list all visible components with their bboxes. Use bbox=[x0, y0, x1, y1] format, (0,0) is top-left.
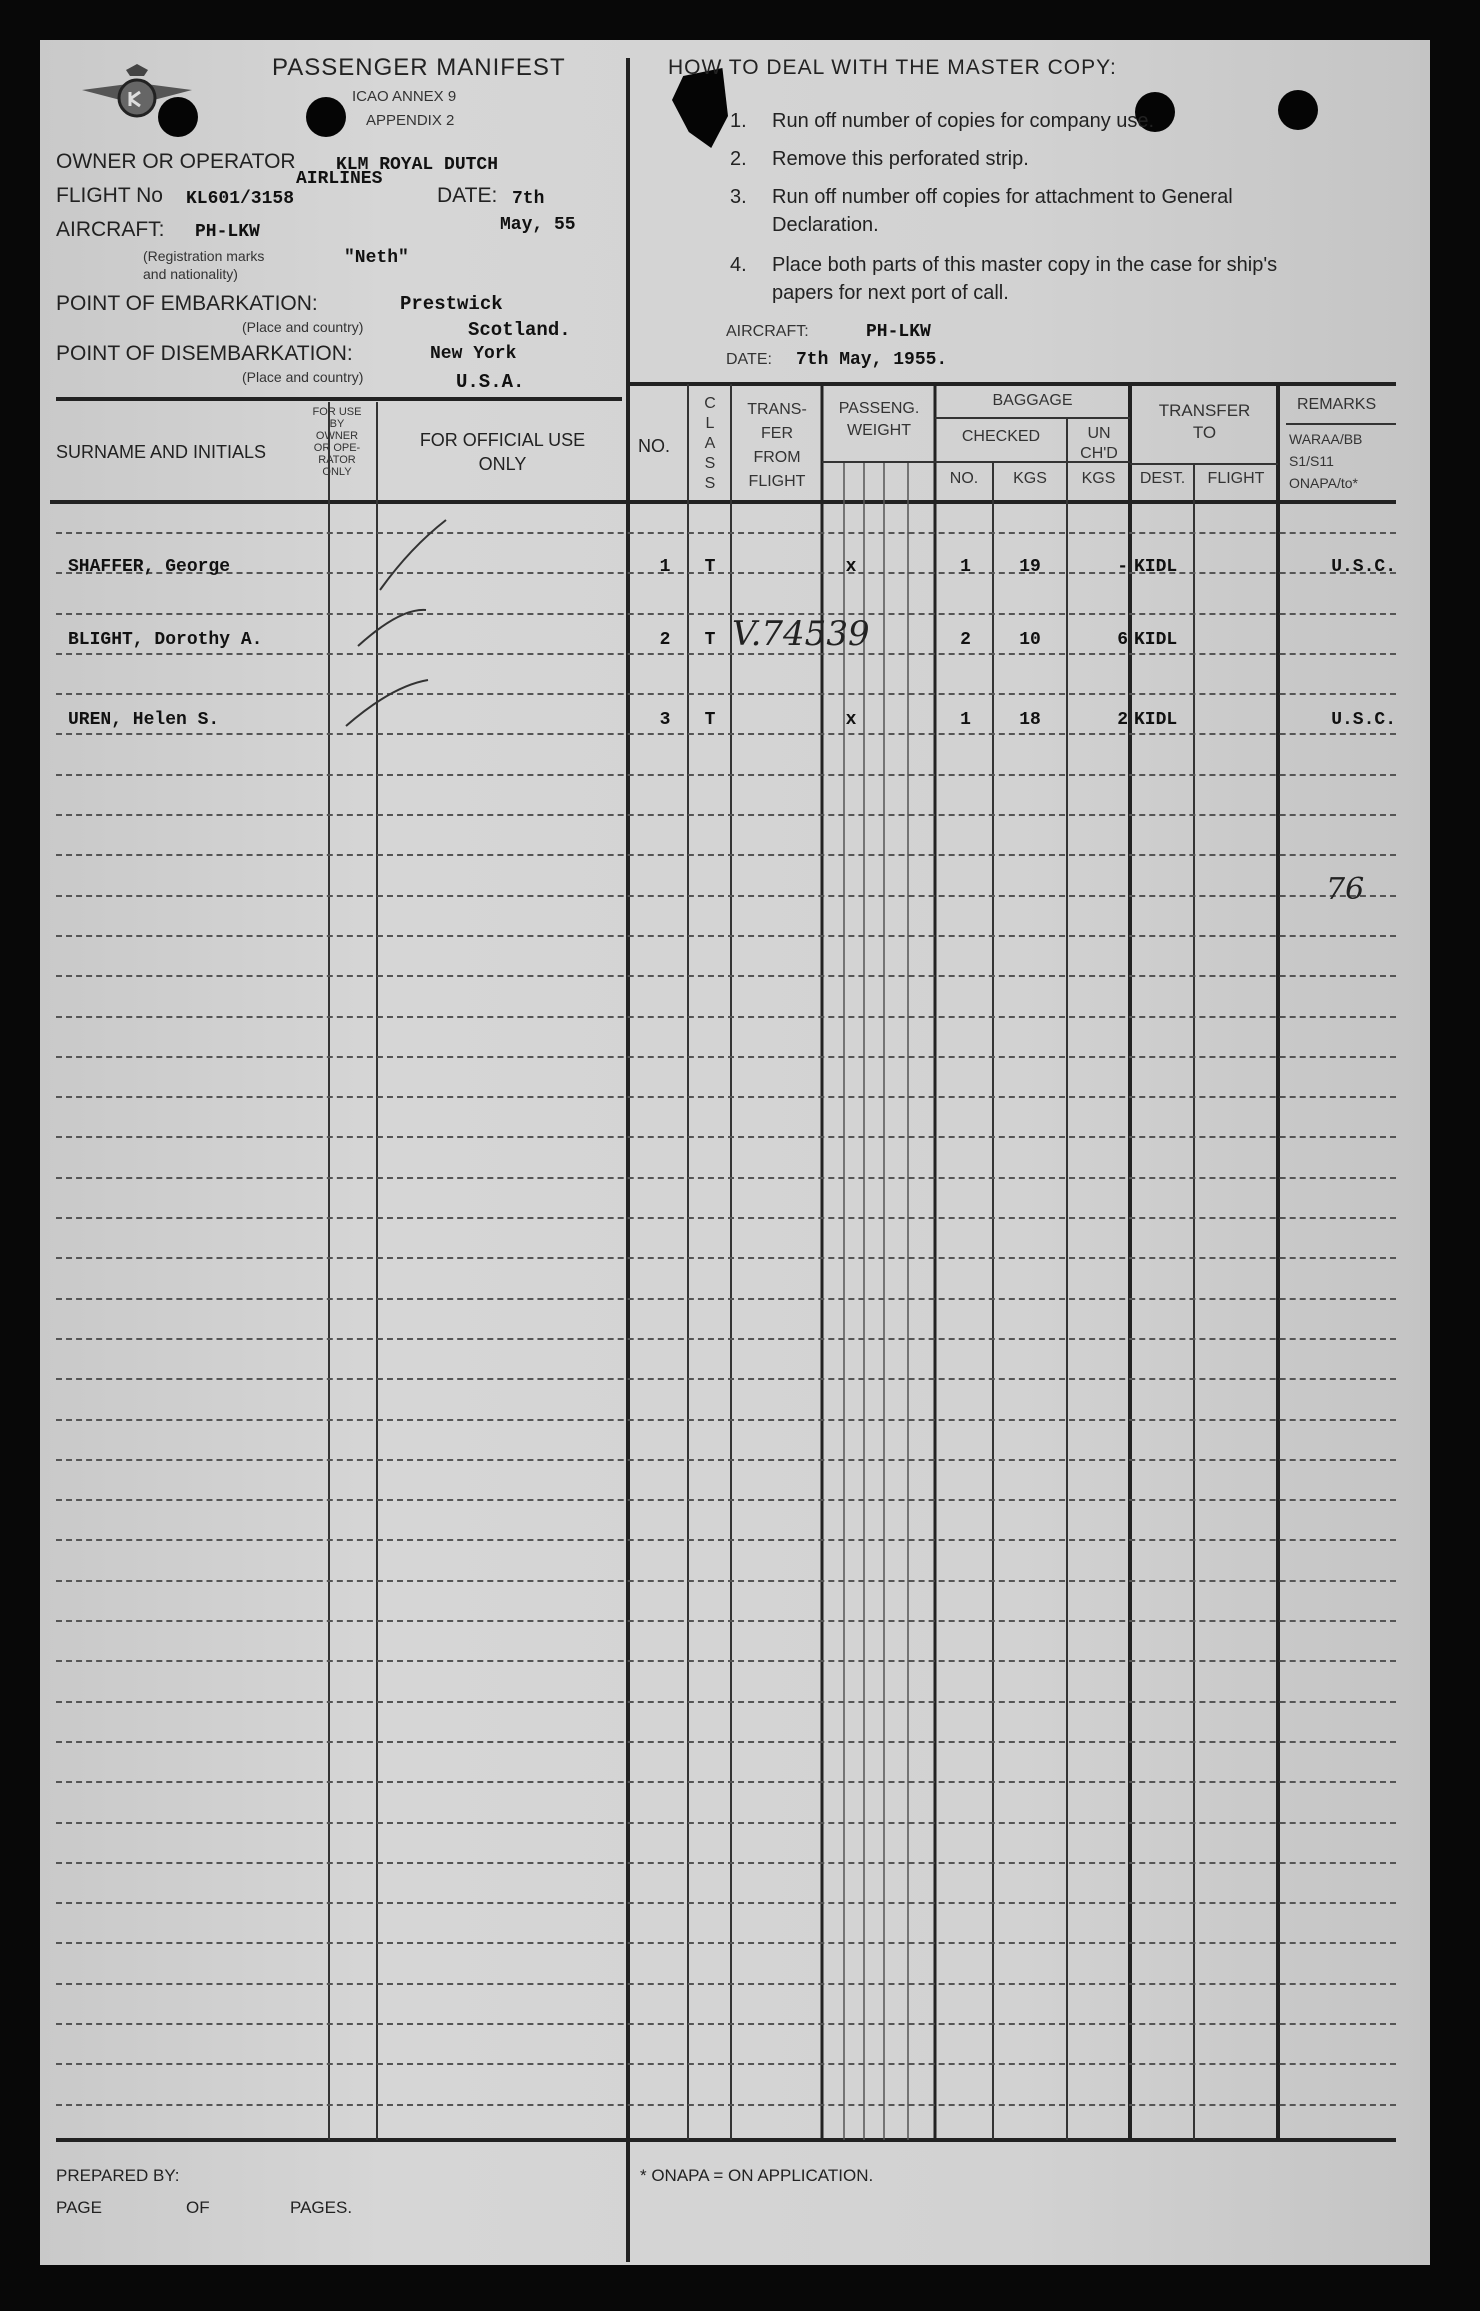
instruction-num: 2. bbox=[730, 148, 747, 170]
col-transfer-from-line: TRANS- bbox=[747, 401, 807, 418]
col-bag-kgs: KGS bbox=[1013, 470, 1047, 487]
instructions-aircraft-label: AIRCRAFT: bbox=[726, 323, 809, 340]
passenger-remarks: U.S.C. bbox=[1331, 710, 1396, 730]
col-unchd-kgs: KGS bbox=[1081, 470, 1116, 487]
owner-value-2: AIRLINES bbox=[296, 169, 383, 189]
disembark-value: New York bbox=[430, 344, 517, 364]
passenger-bag-no: 1 bbox=[960, 710, 971, 730]
instructions-aircraft-value: PH-LKW bbox=[866, 322, 931, 342]
instructions-date-value: 7th May, 1955. bbox=[796, 350, 948, 370]
col-dest: DEST. bbox=[1139, 470, 1186, 487]
passenger-transfer-from: V.74539 bbox=[732, 614, 870, 654]
passenger-bag-kgs: 10 bbox=[1019, 630, 1041, 650]
col-transfer-from-line: FROM bbox=[753, 449, 801, 466]
instructions-title: HOW TO DEAL WITH THE MASTER COPY: bbox=[668, 56, 1117, 79]
passenger-name: SHAFFER, George bbox=[68, 557, 231, 577]
aircraft-value: PH-LKW bbox=[195, 222, 260, 242]
disembark-label: POINT OF DISEMBARKATION: bbox=[56, 342, 353, 365]
passenger-bag-kgs: 18 bbox=[1019, 710, 1041, 730]
col-baggage: BAGGAGE bbox=[992, 392, 1073, 409]
instruction-num: 1. bbox=[730, 110, 747, 132]
prepared-by: PREPARED BY: bbox=[56, 2166, 180, 2185]
col-flight: FLIGHT bbox=[1207, 470, 1265, 487]
page-label: PAGE bbox=[56, 2198, 102, 2217]
col-no: NO. bbox=[638, 436, 671, 456]
instruction-text: Run off number of copies for company use. bbox=[772, 110, 1155, 132]
disembark-country: U.S.A. bbox=[456, 371, 525, 393]
onapa-note: * ONAPA = ON APPLICATION. bbox=[640, 2166, 874, 2185]
col-owner-use-line: RATOR bbox=[318, 454, 356, 466]
nationality-value: "Neth" bbox=[344, 248, 409, 268]
col-official-line: FOR OFFICIAL USE bbox=[419, 430, 586, 450]
passenger-no: 2 bbox=[659, 630, 671, 650]
icao-annex: ICAO ANNEX 9 bbox=[352, 88, 457, 105]
col-owner-use-line: FOR USE bbox=[312, 406, 362, 418]
manifest-title: PASSENGER MANIFEST bbox=[272, 54, 566, 81]
passenger-class: T bbox=[704, 557, 716, 577]
embark-country: Scotland. bbox=[468, 319, 571, 341]
of-label: OF bbox=[186, 2198, 210, 2217]
col-class-letter: S bbox=[704, 455, 716, 472]
col-remarks-code: WARAA/BB bbox=[1289, 431, 1363, 447]
passenger-no: 3 bbox=[659, 710, 671, 730]
col-unchd-line: CH'D bbox=[1080, 445, 1118, 462]
date-value-2: May, 55 bbox=[500, 215, 576, 235]
passenger-unchd: 2 bbox=[1117, 710, 1128, 730]
embark-value: Prestwick bbox=[400, 293, 503, 315]
passenger-class: T bbox=[704, 630, 716, 650]
appendix: APPENDIX 2 bbox=[366, 112, 455, 129]
flight-label: FLIGHT No bbox=[56, 184, 163, 207]
passenger-no: 1 bbox=[659, 557, 671, 577]
instruction-num: 3. bbox=[730, 186, 747, 208]
date-value: 7th bbox=[512, 189, 545, 209]
col-transfer-to-line: TO bbox=[1192, 423, 1217, 442]
col-owner-use-line: BY bbox=[329, 418, 345, 430]
passenger-dest: KIDL bbox=[1134, 710, 1178, 730]
embark-label: POINT OF EMBARKATION: bbox=[56, 292, 318, 315]
col-class-letter: S bbox=[704, 475, 716, 492]
col-transfer-from-line: FER bbox=[761, 425, 793, 442]
col-passenger-weight-line: WEIGHT bbox=[847, 422, 911, 439]
passenger-bag-no: 2 bbox=[960, 630, 971, 650]
passenger-dest: KIDL bbox=[1134, 630, 1178, 650]
passenger-weight-mark: x bbox=[845, 557, 857, 577]
passenger-unchd: 6 bbox=[1117, 630, 1128, 650]
owner-label: OWNER OR OPERATOR bbox=[56, 150, 296, 173]
instructions-date-label: DATE: bbox=[726, 351, 772, 368]
instruction-num: 4. bbox=[730, 254, 747, 276]
col-checked: CHECKED bbox=[961, 428, 1041, 445]
passenger-weight-mark: x bbox=[845, 710, 857, 730]
passenger-name: UREN, Helen S. bbox=[68, 710, 220, 730]
embark-place-note: (Place and country) bbox=[242, 319, 364, 335]
col-owner-use-line: OWNER bbox=[315, 430, 359, 442]
col-passenger-weight-line: PASSENG. bbox=[838, 400, 920, 417]
col-official-line: ONLY bbox=[478, 454, 527, 474]
instruction-text: Run off number off copies for attachment to General bbox=[772, 186, 1233, 208]
instruction-text-cont: Declaration. bbox=[772, 214, 879, 236]
col-bag-no: NO. bbox=[949, 470, 979, 487]
pages-label: PAGES. bbox=[290, 2198, 353, 2217]
passenger-unchd: - bbox=[1117, 557, 1128, 577]
aircraft-label: AIRCRAFT: bbox=[56, 218, 165, 241]
owner-value: KLM ROYAL DUTCH bbox=[336, 155, 499, 175]
registration-note-2: and nationality) bbox=[143, 266, 238, 282]
col-unchd-line: UN bbox=[1087, 425, 1111, 442]
col-owner-use-line: ONLY bbox=[322, 466, 352, 478]
date-label: DATE: bbox=[437, 184, 498, 207]
col-owner-use-line: OR OPE- bbox=[313, 442, 361, 454]
col-transfer-to-line: TRANSFER bbox=[1158, 401, 1251, 420]
instruction-text: Place both parts of this master copy in the case for ship's bbox=[772, 254, 1278, 276]
col-class-letter: L bbox=[705, 415, 715, 432]
passenger-class: T bbox=[704, 710, 716, 730]
col-remarks: REMARKS bbox=[1297, 396, 1377, 413]
flight-value: KL601/3158 bbox=[186, 189, 295, 209]
passenger-dest: KIDL bbox=[1134, 557, 1178, 577]
registration-note: (Registration marks bbox=[143, 248, 265, 264]
col-class-letter: A bbox=[704, 435, 716, 452]
col-transfer-from-line: FLIGHT bbox=[748, 473, 806, 490]
col-class-letter: C bbox=[704, 395, 716, 412]
passenger-name: BLIGHT, Dorothy A. bbox=[68, 630, 263, 650]
margin-note: 76 bbox=[1326, 872, 1365, 907]
instruction-text: Remove this perforated strip. bbox=[772, 148, 1029, 170]
col-surname: SURNAME AND INITIALS bbox=[56, 442, 267, 462]
instruction-text-cont: papers for next port of call. bbox=[772, 282, 1009, 304]
passenger-remarks: U.S.C. bbox=[1331, 557, 1396, 577]
col-remarks-code: ONAPA/to* bbox=[1289, 475, 1358, 491]
passenger-bag-kgs: 19 bbox=[1019, 557, 1041, 577]
col-remarks-code: S1/S11 bbox=[1289, 453, 1334, 469]
disembark-place-note: (Place and country) bbox=[242, 369, 364, 385]
passenger-bag-no: 1 bbox=[960, 557, 971, 577]
